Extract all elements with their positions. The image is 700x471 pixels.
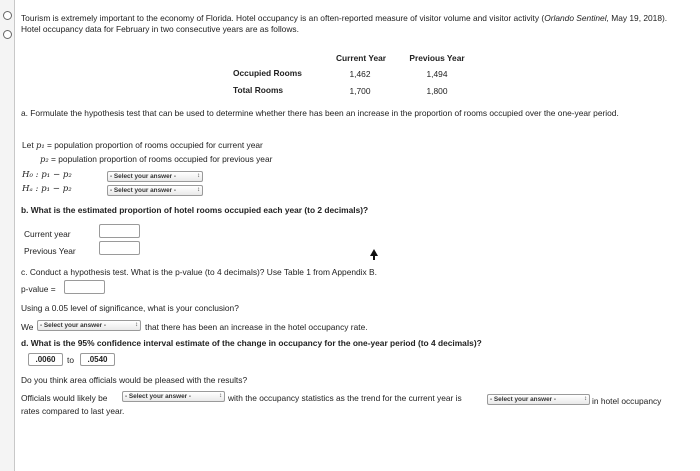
conclusion-select[interactable]: [37, 320, 141, 331]
table-header-current: Current Year: [335, 53, 387, 63]
part-a-question: a. Formulate the hypothesis test that can be used to determine whether there has been an increase in the proportion of rooms occupied over the one-year period.: [21, 108, 619, 118]
p1-symbol: p₁: [35, 140, 45, 150]
ha-select[interactable]: [107, 185, 203, 196]
radio-circle-icon[interactable]: [3, 11, 12, 20]
table-cell: 1,494: [426, 69, 448, 79]
p2-definition: = population proportion of rooms occupied for previous year: [51, 154, 273, 164]
let-label: Let: [22, 140, 34, 150]
intro-paragraph: [21, 13, 681, 35]
left-gutter: [0, 0, 15, 471]
intro-text-cont: May 19, 2018). Hotel occupancy data for February in two consecutive years are as follows.: [21, 13, 668, 34]
significance-question: Using a 0.05 level of significance, what is your conclusion?: [21, 303, 239, 313]
ha-select-value: - Select your answer -: [110, 187, 177, 194]
part-d-question: d. What is the 95% confidence interval estimate of the change in occupancy for the one-year period (to 4 decimals)?: [21, 338, 482, 348]
table-cell: 1,462: [349, 69, 371, 79]
previous-year-input[interactable]: [99, 241, 140, 255]
h0-select-value: - Select your answer -: [110, 173, 177, 180]
ci-upper-input[interactable]: .0540: [80, 353, 115, 366]
officials-mid: with the occupancy statistics as the trend for the current year is: [228, 393, 462, 403]
mouse-cursor-icon: [370, 249, 378, 256]
radio-circle-icon[interactable]: [3, 30, 12, 39]
table-cell: 1,700: [349, 86, 371, 96]
current-year-label: Current year: [24, 229, 71, 239]
p2-statement: [40, 154, 272, 164]
pvalue-label: p-value =: [21, 284, 56, 294]
pvalue-input[interactable]: [64, 280, 105, 294]
select-arrow-icon: ↕: [135, 322, 138, 328]
select-arrow-icon: ↕: [197, 173, 200, 179]
source-citation: Orlando Sentinel,: [544, 13, 609, 23]
ci-to-label: to: [67, 355, 74, 365]
select-arrow-icon: ↕: [584, 396, 587, 402]
previous-year-label: Previous Year: [24, 246, 76, 256]
trend-select-value: - Select your answer -: [490, 396, 557, 403]
we-suffix: that there has been an increase in the hotel occupancy rate.: [145, 322, 368, 332]
we-label: We: [21, 322, 34, 332]
current-year-input[interactable]: [99, 224, 140, 238]
ci-lower-input[interactable]: .0060: [28, 353, 63, 366]
table-row-label: Total Rooms: [233, 85, 284, 95]
officials-prefix: Officials would likely be: [21, 393, 108, 403]
p1-definition: = population proportion of rooms occupied for current year: [47, 140, 263, 150]
h0-label: H₀ : p₁ − p₂: [22, 170, 72, 180]
officials-select-value: - Select your answer -: [125, 393, 192, 400]
officials-select[interactable]: [122, 391, 225, 402]
officials-suffix: in hotel occupancy: [592, 396, 662, 406]
select-arrow-icon: ↕: [197, 187, 200, 193]
let-statement: [22, 140, 263, 150]
pleased-question: Do you think area officials would be pleased with the results?: [21, 375, 248, 385]
part-c-question: c. Conduct a hypothesis test. What is the p-value (to 4 decimals)? Use Table 1 from Appendix B.: [21, 267, 377, 277]
p2-symbol: p₂: [40, 154, 49, 164]
table-header-previous: Previous Year: [409, 53, 465, 63]
ha-label: Hₐ : p₁ − p₂: [22, 184, 72, 194]
rates-text: rates compared to last year.: [21, 406, 125, 416]
part-b-question: b. What is the estimated proportion of hotel rooms occupied each year (to 2 decimals)?: [21, 205, 369, 215]
trend-select[interactable]: [487, 394, 590, 405]
select-arrow-icon: ↕: [219, 393, 222, 399]
h0-select[interactable]: [107, 171, 203, 182]
table-row-label: Occupied Rooms: [233, 68, 302, 78]
table-cell: 1,800: [426, 86, 448, 96]
conclusion-select-value: - Select your answer -: [40, 322, 107, 329]
intro-text: Tourism is extremely important to the economy of Florida. Hotel occupancy is an often-reported measure of visitor volume and visitor activity (: [21, 13, 545, 23]
